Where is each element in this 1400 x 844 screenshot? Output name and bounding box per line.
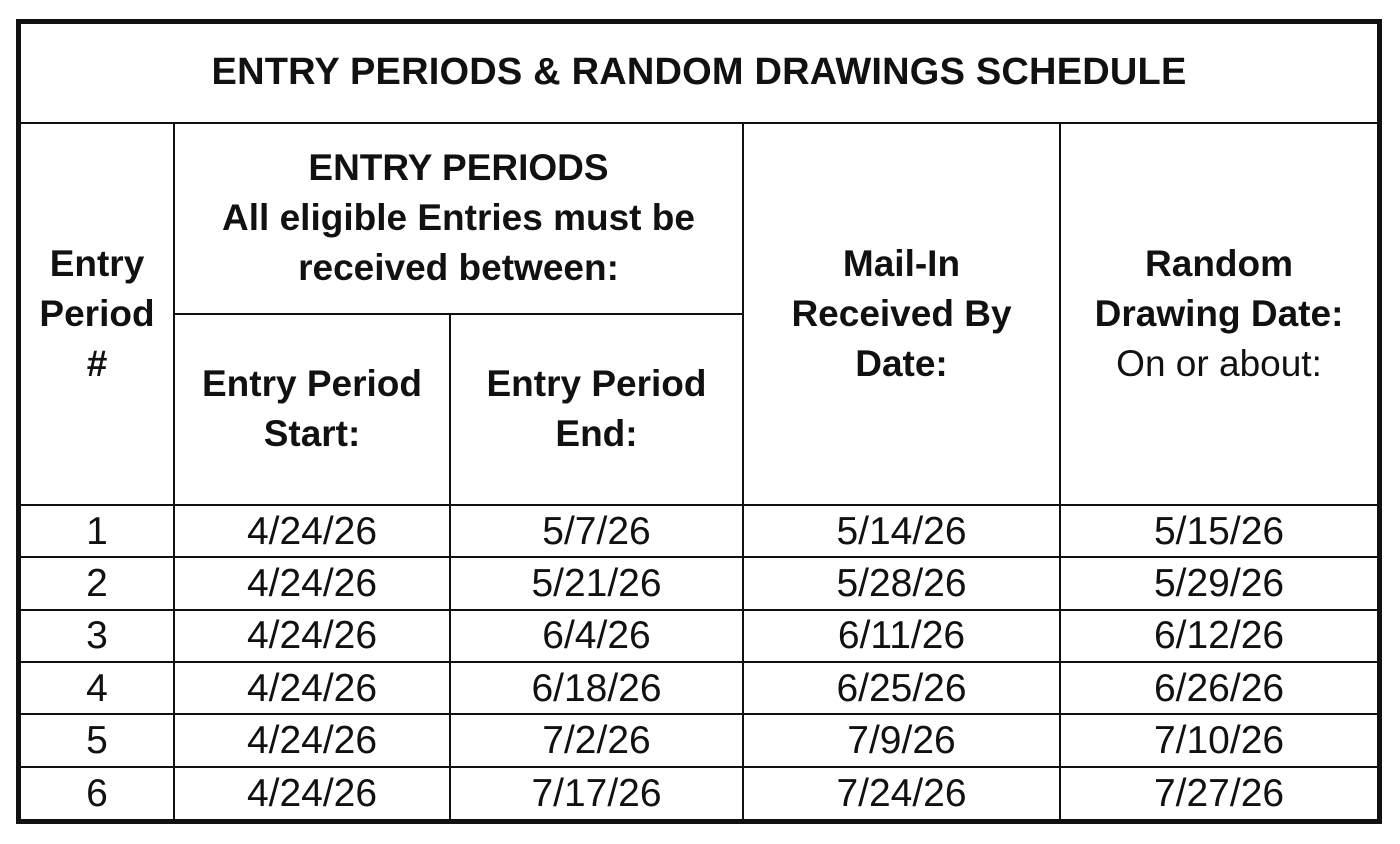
header-text: Entry Period [486, 363, 707, 405]
schedule-table [21, 24, 1377, 819]
cell-drawing-date: 5/29/26 [1060, 557, 1377, 609]
header-text: Start: [263, 413, 361, 455]
header-text: # [86, 342, 108, 384]
cell-start-date: 4/24/26 [174, 505, 450, 557]
cell-end-date: 7/17/26 [450, 767, 743, 819]
cell-entry-number: 4 [21, 662, 174, 714]
cell-start-date: 4/24/26 [174, 662, 450, 714]
header-text: Received By [791, 292, 1012, 334]
header-entry-period-start [174, 314, 450, 505]
cell-mail-in-date: 6/11/26 [743, 610, 1060, 662]
cell-mail-in-date: 5/14/26 [743, 505, 1060, 557]
cell-end-date: 7/2/26 [450, 714, 743, 766]
table-row [21, 714, 1377, 766]
cell-start-date: 4/24/26 [174, 714, 450, 766]
header-text: Entry Period [202, 363, 422, 405]
header-text: ENTRY PERIODS [308, 147, 609, 189]
header-entry-period-end [450, 314, 743, 505]
header-text: Random [1145, 242, 1294, 284]
cell-drawing-date: 7/10/26 [1060, 714, 1377, 766]
cell-entry-number: 2 [21, 557, 174, 609]
header-text: Drawing Date: [1094, 292, 1344, 334]
cell-entry-number: 5 [21, 714, 174, 766]
cell-end-date: 5/7/26 [450, 505, 743, 557]
cell-entry-number: 3 [21, 610, 174, 662]
cell-end-date: 5/21/26 [450, 557, 743, 609]
cell-start-date: 4/24/26 [174, 557, 450, 609]
cell-mail-in-date: 5/28/26 [743, 557, 1060, 609]
schedule-frame [16, 19, 1382, 824]
header-text: received between: [298, 247, 619, 289]
cell-end-date: 6/4/26 [450, 610, 743, 662]
cell-drawing-date: 7/27/26 [1060, 767, 1377, 819]
table-row [21, 767, 1377, 819]
cell-mail-in-date: 7/9/26 [743, 714, 1060, 766]
cell-entry-number: 6 [21, 767, 174, 819]
cell-start-date: 4/24/26 [174, 610, 450, 662]
cell-entry-number: 1 [21, 505, 174, 557]
header-entry-period-number [21, 123, 174, 505]
header-random-drawing-date [1060, 123, 1377, 505]
table-row [21, 505, 1377, 557]
header-text: Entry [49, 242, 145, 284]
cell-end-date: 6/18/26 [450, 662, 743, 714]
table-row [21, 557, 1377, 609]
header-mail-in-date [743, 123, 1060, 505]
table-row [21, 610, 1377, 662]
header-text: All eligible Entries must be [222, 197, 695, 239]
cell-drawing-date: 5/15/26 [1060, 505, 1377, 557]
cell-mail-in-date: 7/24/26 [743, 767, 1060, 819]
cell-start-date: 4/24/26 [174, 767, 450, 819]
cell-drawing-date: 6/26/26 [1060, 662, 1377, 714]
header-entry-periods-group [174, 123, 743, 314]
cell-mail-in-date: 6/25/26 [743, 662, 1060, 714]
table-row [21, 662, 1377, 714]
header-text: End: [555, 413, 638, 455]
table-title: ENTRY PERIODS & RANDOM DRAWINGS SCHEDULE [21, 24, 1377, 123]
cell-drawing-date: 6/12/26 [1060, 610, 1377, 662]
header-text: Date: [855, 342, 948, 384]
header-note: On or about: [1116, 342, 1322, 384]
header-text: Period [39, 292, 155, 334]
header-text: Mail-In [842, 242, 961, 284]
